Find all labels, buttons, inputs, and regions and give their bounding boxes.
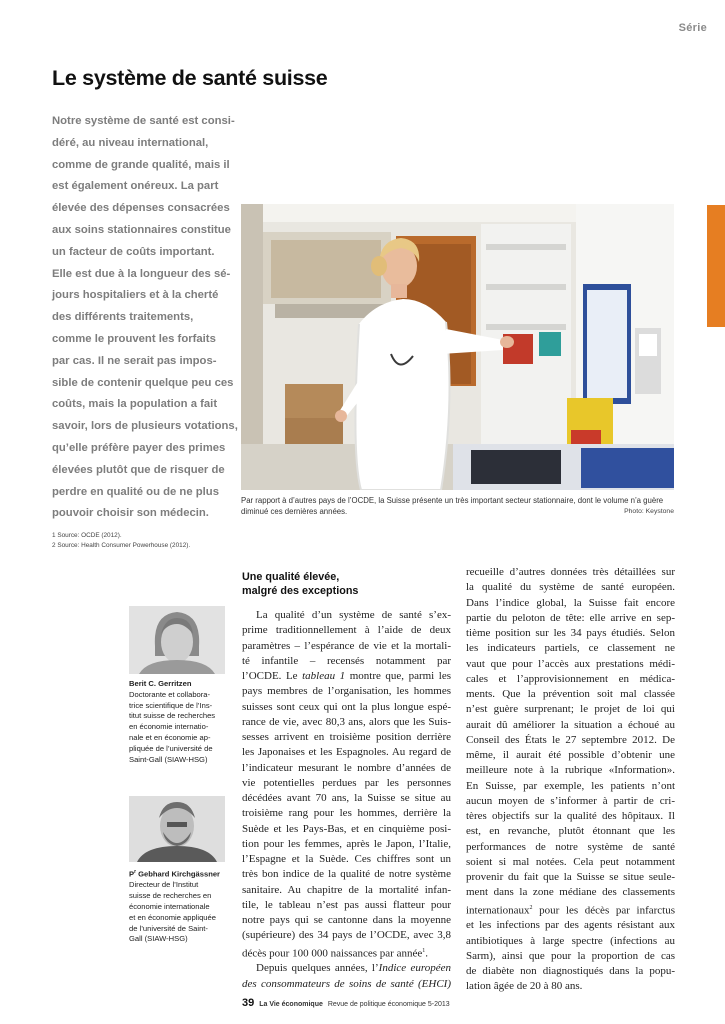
body-line: cales et l’approvisionnement en médica- [466, 672, 675, 685]
body-text: . [425, 947, 428, 960]
body-line [242, 669, 451, 684]
body-line: recueille d’autres données très détaillées sur [466, 566, 675, 578]
body-line [242, 977, 451, 992]
lead-paragraph [52, 111, 237, 525]
section-subheading [242, 571, 358, 598]
lead-line: est également onéreux. La part [52, 180, 219, 193]
lead-line: coûts, mais la population a fait [52, 398, 218, 411]
lead-line: déré, au niveau international, [52, 136, 209, 149]
author-bio-line: Directeur de l’Institut [129, 880, 199, 890]
lead-line: des différents traitements, [52, 311, 194, 324]
lead-line: comme de grande qualité, mais il [52, 158, 230, 171]
lead-line: un facteur de coûts important. [52, 245, 215, 258]
index-name: Indice européen [378, 962, 451, 975]
table-reference: tableau 1 [302, 670, 346, 682]
body-line: vie potentielles perdues par les personnes [242, 776, 451, 789]
footnote-ref: 1 [422, 947, 426, 954]
body-line: même, il aurait été possible d’obtenir une [466, 749, 675, 761]
body-line: aucun moyen de s’informer à partir de cri- [466, 794, 675, 807]
body-line: l’Espagne et la Suède. Ces chiffres sont un [242, 853, 451, 865]
body-line [242, 944, 451, 962]
body-line: la qualité du système de santé européen. [466, 581, 675, 594]
body-line: l’indicateur mesurant le nombre d’années de [242, 761, 451, 774]
author-bio-line: Saint-Gall (SIAW-HSG) [129, 754, 208, 764]
body-line: vaut que pour l’accès aux prestations médi- [466, 657, 675, 670]
body-text: internationaux [466, 904, 530, 917]
body-line [242, 961, 451, 976]
body-line: pays membres de l’organisation, les hommes [242, 685, 451, 698]
subheading-line: malgré des exceptions [242, 584, 359, 597]
body-line: paramètres – l’espérance de vie et la mortali- [242, 639, 451, 652]
author-name [129, 867, 234, 880]
body-line: les indicateurs partiels, ce classement ne [466, 642, 675, 655]
body-line: En Suisse, par exemple, les patients n’ont [466, 779, 675, 792]
lead-line: Notre système de santé est consi- [52, 115, 235, 127]
body-text: pour les décès par infarctus [532, 904, 675, 917]
body-line: sanitaire. Au chapitre de la mortalité infan- [242, 883, 451, 896]
body-line: n’est guère surprenant; le projet de loi qui [466, 703, 675, 716]
body-line: Suède et les Pays-Bas, et en cinquième posi- [242, 822, 451, 835]
author-bio-line: et en économie appliquée [129, 912, 216, 922]
woman-portrait-photo [129, 606, 225, 674]
lead-line: élevée des dépenses consacrées [52, 202, 230, 215]
footnote-sources [52, 531, 190, 551]
hospital-nurse-photo [241, 204, 674, 490]
author-bio-line: de l’université de Saint- [129, 923, 208, 933]
body-line: provenir du fait que la Suisse se situe seule- [466, 871, 675, 883]
body-line: très bon indice de la qualité de notre système [242, 868, 451, 881]
lead-line: jours hospitaliers et à la cherté [52, 289, 219, 302]
body-line: troisième rang pour les hommes, derrière la [242, 807, 451, 820]
body-line: suisses sont ceux qui ont la plus longue espé- [242, 700, 451, 713]
author-bio-line: en économie internatio- [129, 722, 209, 732]
series-label: Série [678, 22, 707, 34]
author-bio-kirchgassner [129, 867, 234, 945]
photo-caption [241, 495, 674, 517]
author-bio-line: titut suisse de recherches [129, 711, 216, 721]
lead-line: perdre en qualité ou de ne plus [52, 485, 219, 498]
lead-line: pouvoir choisir son médecin. [52, 507, 209, 520]
body-line: tile, le tableau n’est pas aussi flatteur pour [242, 898, 451, 911]
body-line: prime traditionnellement à l’aide de deux [242, 624, 451, 637]
author-bio-line: nale et en économie ap- [129, 732, 211, 742]
magazine-issue: Revue de politique économique 5-2013 [327, 1001, 450, 1008]
author-bio-gerritzen [129, 679, 234, 765]
body-line: Dans l’indice global, la Suisse fait encore [466, 596, 675, 609]
page-footer [242, 997, 450, 1009]
photo-caption-text: Par rapport à d’autres pays de l’OCDE, la Suisse présente un très important secteur stationnaire, dont le volume n’a guère diminué ces dernières années. [241, 496, 664, 516]
author-portrait-kirchgassner [129, 796, 225, 862]
section-tab-marker [707, 205, 725, 327]
body-line: notre pays qui se cantonne dans la moyenne [242, 914, 451, 926]
author-bio-line: pliquée de l’université de [129, 743, 213, 753]
body-line: La qualité d’un système de santé s’ex- [256, 609, 451, 621]
body-line: partie du peloton de tête: elle arrive en sep- [466, 611, 675, 624]
page-number: 39 [242, 997, 255, 1009]
man-portrait-photo [129, 796, 225, 862]
author-bio-line: suisse de recherches en [129, 891, 212, 901]
index-name: des consommateurs de soins de santé (EHCI) [242, 977, 451, 990]
lead-line: qu’elle préfère payer des primes [52, 441, 226, 454]
body-line: décédées avant 70 ans, la Suisse se situe au [242, 792, 451, 804]
footnote-1: 1 Source: OCDE (2012). [52, 532, 122, 539]
body-text: Depuis quelques années, l’ [256, 962, 379, 975]
footnote-ref: 2 [529, 904, 533, 911]
footnote-2: 2 Source: Health Consumer Powerhouse (2012). [52, 542, 191, 549]
body-line: té infantile – recensés notamment par [242, 654, 451, 667]
body-column-right [466, 565, 675, 995]
author-title-sup: r [134, 869, 137, 875]
author-title-prefix: P [129, 869, 135, 879]
body-line: de diabète non diagnostiqués dans la popu- [466, 965, 675, 978]
body-text: décès pour 100 000 naissances par année [242, 947, 423, 960]
body-line: Conseil des États le 27 septembre 2012. De [466, 733, 675, 746]
body-line: performances de notre système de santé [466, 840, 675, 853]
body-line: sesses arrivent en troisième position derrière [242, 731, 451, 743]
author-bio-line: économie internationale [129, 901, 210, 911]
body-text: l’OCDE. Le [242, 670, 303, 682]
body-column-middle [242, 608, 451, 992]
body-line [466, 901, 675, 919]
body-line: les Japonaises et les Espagnoles. Au regard de [242, 746, 451, 759]
author-name: Berit C. Gerritzen [129, 679, 192, 688]
body-line: rance de vie, avec 80,3 ans, alors que les Suis- [242, 715, 451, 728]
body-line: antibiotiques à large spectre (infections au [466, 934, 675, 947]
body-line: tion pour les femmes, après le Japon, l’Italie, [242, 837, 451, 850]
body-line: tères objectifs sur la qualité des hôpitaux. Il [466, 810, 675, 822]
magazine-name: La Vie économique [259, 1001, 323, 1008]
lead-line: sible de contenir quelque peu ces [52, 376, 234, 389]
body-text: montre que, parmi les [345, 670, 451, 682]
author-bio-line: trice scientifique de l’Ins- [129, 700, 213, 710]
body-line: ment dans la zone médiane des classements [466, 886, 675, 899]
author-bio-line: Doctorante et collabora- [129, 689, 211, 699]
lead-line: Elle est due à la longueur des sé- [52, 267, 231, 280]
lead-line: savoir, lors de plusieurs votations, [52, 420, 238, 433]
article-photo [241, 204, 674, 490]
body-line: tième position sur les 34 pays étudiés. Selon [466, 627, 675, 639]
page-title: Le système de santé suisse [52, 66, 328, 90]
subheading-line: Une qualité élevée, [242, 571, 340, 583]
lead-line: élevées plutôt que de risquer de [52, 463, 225, 476]
body-line: ments. Que la prévention soit mal classée [466, 688, 675, 700]
photo-credit: Photo: Keystone [624, 508, 674, 515]
author-portrait-gerritzen [129, 606, 225, 674]
lead-line: aux soins stationnaires constitue [52, 223, 231, 236]
body-line: (supérieure) des 34 pays de l’OCDE, avec 3,8 [242, 929, 451, 942]
author-bio-line: Gall (SIAW-HSG) [129, 934, 188, 944]
body-line: et les infections par des agents résistant aux [466, 919, 675, 932]
author-name-text: Gebhard Kirchgässner [136, 869, 221, 879]
body-line: lation âgée de 20 à 80 ans. [466, 980, 583, 993]
body-line: Sarm), ainsi que pour la proportion de cas [466, 949, 675, 962]
body-line: est, en revanche, plutôt étonnant que les [466, 825, 675, 838]
body-line: meilleure note à la rubrique «Information». [466, 764, 675, 777]
body-line: aurait dû améliorer la situation a échoué au [466, 718, 675, 731]
lead-line: par cas. Il ne serait pas impos- [52, 354, 217, 367]
lead-line: comme le prouvent les forfaits [52, 332, 216, 345]
body-line: soient si mal notées. Cela peut notamment [466, 855, 675, 868]
